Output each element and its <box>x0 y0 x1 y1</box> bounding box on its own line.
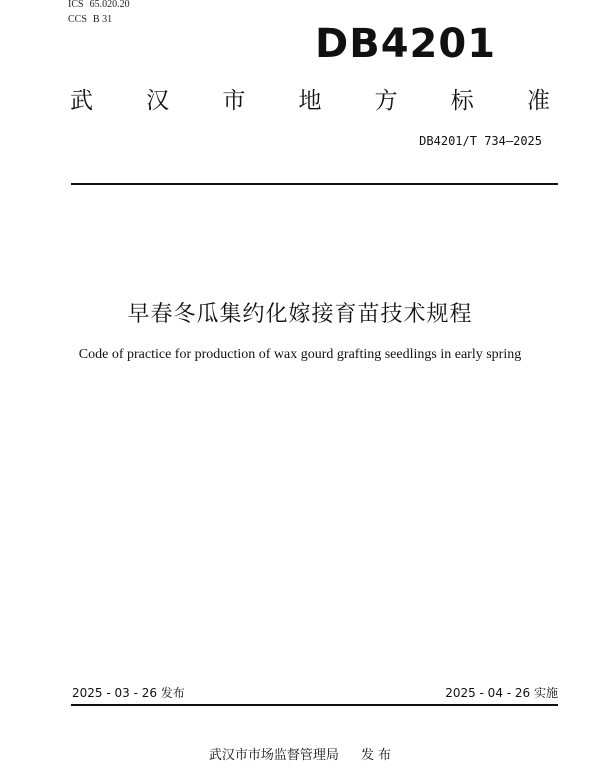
standard-type-char: 市 <box>222 88 246 114</box>
ics-value: 65.020.20 <box>89 0 130 10</box>
ics-label: ICS <box>68 0 84 10</box>
standard-type-char: 地 <box>298 88 322 114</box>
classification-codes <box>68 0 136 27</box>
standard-type-heading <box>70 86 550 116</box>
ccs-code-row <box>68 12 136 27</box>
db-code-logo: DB4201 <box>315 21 497 67</box>
standard-type-char: 汉 <box>146 88 170 114</box>
publisher-name: 武汉市市场监督管理局 <box>208 748 339 763</box>
standard-type-char: 武 <box>70 88 93 114</box>
standard-type-char: 准 <box>526 88 550 114</box>
standard-number: DB4201/T 734—2025 <box>419 134 542 148</box>
top-divider <box>71 183 558 185</box>
bottom-divider <box>71 704 558 706</box>
publisher-line <box>0 744 600 763</box>
implementation-date: 2025 - 04 - 26 实施 <box>445 686 558 700</box>
standard-type-char: 标 <box>450 88 474 114</box>
ccs-value: B 31 <box>92 14 113 25</box>
ccs-label: CCS <box>68 14 87 25</box>
ics-code-row <box>68 0 136 12</box>
issue-date: 2025 - 03 - 26 发布 <box>72 686 185 700</box>
chinese-title: 早春冬瓜集约化嫁接育苗技术规程 <box>127 302 473 327</box>
publisher-action: 发 布 <box>360 748 392 763</box>
english-title: Code of practice for production of wax gourd grafting seedlings in early spring <box>78 347 522 362</box>
standard-type-char: 方 <box>374 88 398 114</box>
